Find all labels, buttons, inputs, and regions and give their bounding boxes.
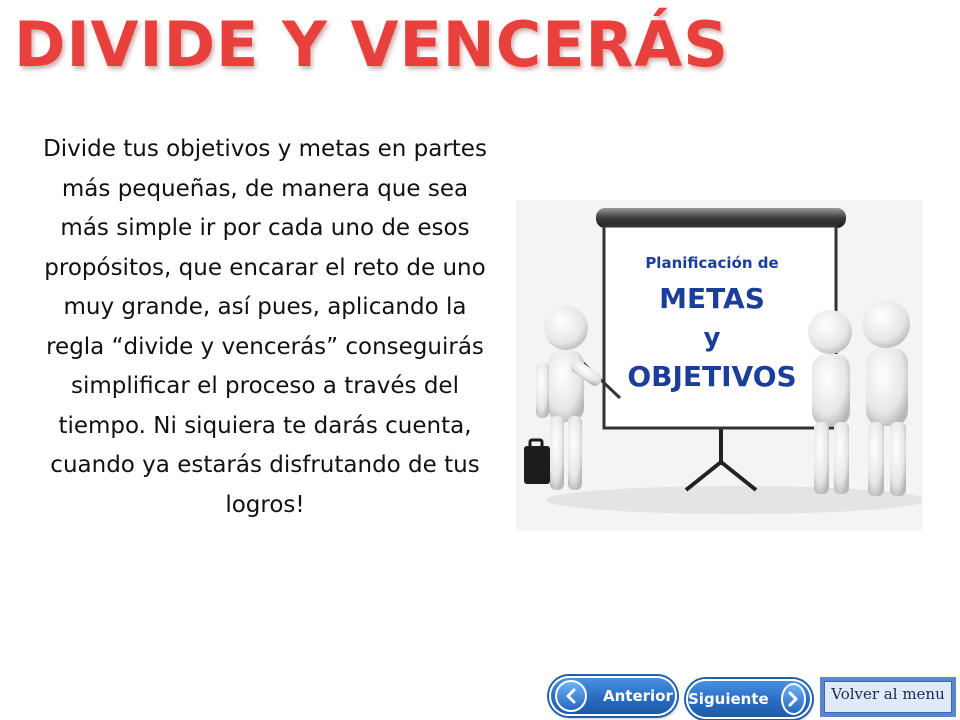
next-button-label: Siguiente — [688, 690, 769, 708]
slide-body-text: Divide tus objetivos y metas en partes más pequeñas, de manera que sea más simple ir por cada uno de esos propósitos, que encarar el reto de uno muy grande, así pues, aplicando la regla “divide y vencerás” conseguirás simplificar el proceso a través del tiempo. Ni siquiera te darás cuenta, cuando ya estarás disfrutando de tus logros! — [43, 136, 487, 518]
planning-illustration — [516, 200, 922, 530]
board-line-3: y — [703, 323, 721, 353]
slide-title: DIVIDE Y VENCERÁS — [14, 8, 729, 81]
floor-shadow — [546, 486, 922, 514]
next-button[interactable] — [686, 679, 812, 719]
back-to-menu-label: Volver al menu — [824, 681, 952, 713]
chevron-right-icon — [781, 683, 806, 715]
briefcase-icon — [524, 440, 550, 484]
chevron-left-icon — [555, 680, 587, 712]
back-to-menu-button[interactable] — [820, 677, 956, 717]
board-line-4: OBJETIVOS — [627, 360, 797, 393]
previous-button[interactable] — [549, 676, 677, 716]
previous-button-label: Anterior — [603, 687, 673, 705]
board-line-1: Planificación de — [645, 254, 779, 272]
board-line-2: METAS — [659, 282, 765, 315]
